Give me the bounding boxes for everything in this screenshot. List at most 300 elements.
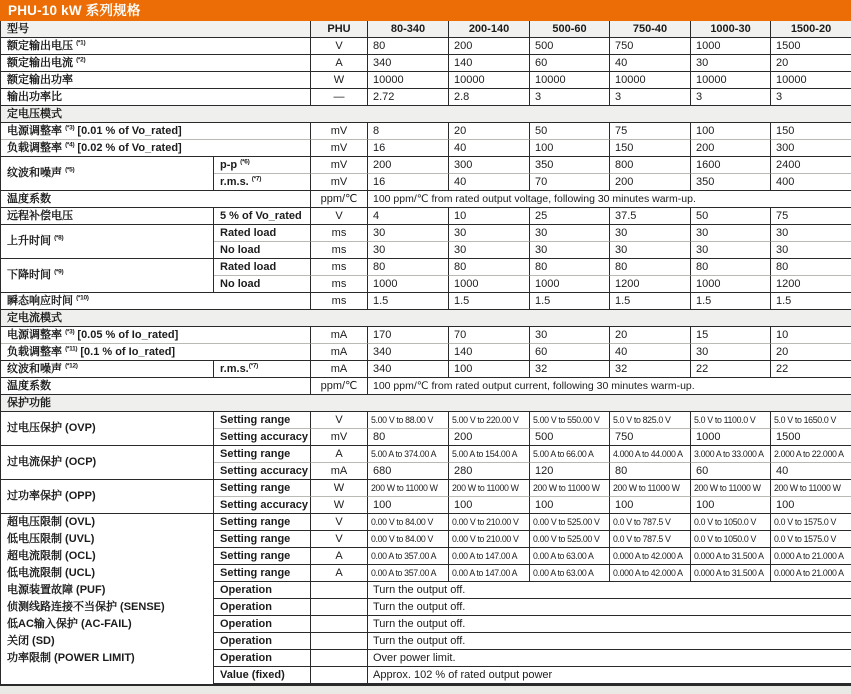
footnote-marker: (*9)	[54, 268, 64, 276]
spec-value-cell: 75	[610, 123, 691, 140]
table-row	[1, 310, 851, 327]
table-row	[1, 650, 851, 667]
spec-value-cell: 1000	[449, 276, 530, 293]
table-row	[1, 106, 851, 123]
spec-unit-cell: mA	[311, 327, 368, 344]
footnote-marker: (*12)	[65, 361, 78, 369]
spec-value-cell: 1000	[530, 276, 610, 293]
spec-value-cell: 5.0 V to 1650.0 V	[771, 412, 851, 429]
table-row	[1, 480, 851, 497]
spec-value-cell: 100	[368, 497, 449, 514]
spec-value-cell: 340	[368, 344, 449, 361]
table-row	[1, 395, 851, 412]
spec-value-cell: 340	[368, 55, 449, 72]
spec-row-label: 电源装置故障 (PUF)	[1, 582, 214, 599]
spec-value-cell: 10000	[771, 72, 851, 89]
spec-unit-cell: mV	[311, 157, 368, 174]
spec-value-cell: 0.00 A to 357.00 A	[368, 565, 449, 582]
spec-value-cell: 16	[368, 140, 449, 157]
table-row	[1, 157, 851, 174]
spec-value-cell: 80	[771, 259, 851, 276]
spec-sub-label: r.m.s.$^{(*7)}$	[214, 361, 311, 378]
spec-value-cell: 30	[771, 225, 851, 242]
spec-value-cell: 50	[691, 208, 771, 225]
table-row	[1, 633, 851, 650]
spec-row-label: 负载调整率 $^{(*4)}$ [0.02 % of Vo_rated]	[1, 140, 311, 157]
spec-unit-cell: ms	[311, 242, 368, 259]
spec-sub-label: Setting range	[214, 412, 311, 429]
spec-value-cell: 30	[610, 225, 691, 242]
table-row	[1, 123, 851, 140]
spec-value-cell: 200	[449, 38, 530, 55]
spec-row-label: 额定输出电流 $^{(*2)}$	[1, 55, 311, 72]
spec-value-cell: 40	[610, 344, 691, 361]
spec-row-label: 额定输出电压 $^{(*1)}$	[1, 38, 311, 55]
table-row	[1, 582, 851, 599]
spec-value-cell: 1.5	[610, 293, 691, 310]
spec-value-cell: 30	[691, 225, 771, 242]
spec-unit-cell: V	[311, 531, 368, 548]
spec-value-cell: 1.5	[368, 293, 449, 310]
spec-value-cell: 25	[530, 208, 610, 225]
spec-value-cell: 37.5	[610, 208, 691, 225]
spec-value-cell: 5.00 V to 550.00 V	[530, 412, 610, 429]
model-column-header: 1500-20	[771, 21, 851, 38]
spec-value-cell: 5.00 V to 88.00 V	[368, 412, 449, 429]
spec-sub-label: Setting accuracy	[214, 429, 311, 446]
spec-unit-cell	[311, 582, 368, 599]
spec-value-cell: 80	[610, 259, 691, 276]
footnote-marker: (*8)	[54, 234, 64, 242]
spec-value-cell: 750	[610, 38, 691, 55]
spec-value-cell: 200 W to 11000 W	[449, 480, 530, 497]
table-row	[1, 225, 851, 242]
model-column-header: 1000-30	[691, 21, 771, 38]
spec-value-cell: 100 ppm/℃ from rated output current, following 30 minutes warm-up.	[368, 378, 851, 395]
spec-row-label: 额定输出功率	[1, 72, 311, 89]
model-column-header: 750-40	[610, 21, 691, 38]
spec-sub-label: Value (fixed)	[214, 667, 311, 684]
spec-value-cell: 300	[771, 140, 851, 157]
spec-value-cell: 30	[691, 55, 771, 72]
table-row	[1, 293, 851, 310]
spec-value-cell: 350	[530, 157, 610, 174]
spec-value-cell: 200 W to 11000 W	[530, 480, 610, 497]
spec-value-cell: 3	[530, 89, 610, 106]
spec-value-cell: 80	[530, 259, 610, 276]
spec-value-cell: 5.00 A to 66.00 A	[530, 446, 610, 463]
table-row	[1, 565, 851, 582]
spec-value-cell: 1600	[691, 157, 771, 174]
spec-value-cell: 20	[771, 55, 851, 72]
spec-unit-cell: ms	[311, 276, 368, 293]
title-bar	[0, 0, 851, 21]
spec-value-cell: 200	[691, 140, 771, 157]
spec-value-cell: 5.0 V to 825.0 V	[610, 412, 691, 429]
table-header-row	[1, 21, 851, 38]
table-row	[1, 531, 851, 548]
spec-value-cell: 3	[691, 89, 771, 106]
section-header: 保护功能	[1, 395, 851, 412]
spec-value-cell: 40	[449, 174, 530, 191]
spec-value-cell: 2.8	[449, 89, 530, 106]
table-row	[1, 514, 851, 531]
spec-row-label: 超电流限制 (OCL)	[1, 548, 214, 565]
spec-sub-label: Operation	[214, 582, 311, 599]
spec-value-cell: 5.00 V to 220.00 V	[449, 412, 530, 429]
spec-value-cell: 0.000 A to 42.000 A	[610, 565, 691, 582]
spec-value-cell: 1.5	[771, 293, 851, 310]
table-row	[1, 38, 851, 55]
spec-value-cell: 200 W to 11000 W	[691, 480, 771, 497]
spec-value-cell: 3	[771, 89, 851, 106]
footnote-marker: (*7)	[251, 174, 262, 182]
spec-value-cell: 30	[368, 242, 449, 259]
spec-value-cell: 200	[449, 429, 530, 446]
spec-sub-label: Operation	[214, 633, 311, 650]
spec-unit-cell: A	[311, 446, 368, 463]
spec-value-cell: 40	[771, 463, 851, 480]
spec-value-cell: 40	[449, 140, 530, 157]
spec-unit-cell: mV	[311, 174, 368, 191]
spec-sub-label: r.m.s. $^{(*7)}$	[214, 174, 311, 191]
model-column-header: PHU	[311, 21, 368, 38]
spec-value-cell: 32	[610, 361, 691, 378]
spec-unit-cell	[311, 616, 368, 633]
footnote-marker: (*5)	[65, 166, 75, 174]
spec-value-cell: Turn the output off.	[368, 633, 851, 650]
spec-unit-cell: V	[311, 514, 368, 531]
spec-row-label: 过功率保护 (OPP)	[1, 480, 214, 514]
spec-value-cell: 1200	[610, 276, 691, 293]
spec-value-cell: 400	[771, 174, 851, 191]
section-header: 定电流模式	[1, 310, 851, 327]
spec-unit-cell: ms	[311, 259, 368, 276]
spec-sub-label: Setting range	[214, 514, 311, 531]
table-row	[1, 412, 851, 429]
spec-sub-label: Setting range	[214, 565, 311, 582]
spec-value-cell: 5.0 V to 1100.0 V	[691, 412, 771, 429]
spec-value-cell: 30	[771, 242, 851, 259]
spec-value-cell: 140	[449, 344, 530, 361]
model-column-header: 型号	[1, 21, 311, 38]
spec-row-label: 温度系数	[1, 378, 311, 395]
section-header: 定电压模式	[1, 106, 851, 123]
table-row	[1, 191, 851, 208]
spec-row-label: 电源调整率 $^{(*3)}$ [0.01 % of Vo_rated]	[1, 123, 311, 140]
spec-value-cell: Turn the output off.	[368, 616, 851, 633]
spec-unit-cell	[311, 599, 368, 616]
table-row	[1, 208, 851, 225]
table-row	[1, 599, 851, 616]
spec-sub-label: p-p $^{(*6)}$	[214, 157, 311, 174]
spec-sub-label: Setting range	[214, 548, 311, 565]
footnote-marker: (*3)	[65, 123, 75, 131]
spec-value-cell: 3	[610, 89, 691, 106]
spec-value-cell: 0.00 A to 147.00 A	[449, 548, 530, 565]
spec-unit-cell: A	[311, 548, 368, 565]
spec-unit-cell: mA	[311, 463, 368, 480]
spec-value-cell: 3.000 A to 33.000 A	[691, 446, 771, 463]
model-column-header: 500-60	[530, 21, 610, 38]
spec-value-cell: 0.00 A to 63.00 A	[530, 548, 610, 565]
spec-value-cell: 0.0 V to 1575.0 V	[771, 531, 851, 548]
spec-value-cell: Turn the output off.	[368, 599, 851, 616]
spec-value-cell: 140	[449, 55, 530, 72]
spec-value-cell: 200 W to 11000 W	[610, 480, 691, 497]
model-column-header: 80-340	[368, 21, 449, 38]
spec-value-cell: Turn the output off.	[368, 582, 851, 599]
spec-value-cell: 30	[530, 327, 610, 344]
spec-sub-label: Setting range	[214, 480, 311, 497]
spec-value-cell: 500	[530, 38, 610, 55]
spec-row-label: 过电流保护 (OCP)	[1, 446, 214, 480]
spec-sub-label: Operation	[214, 599, 311, 616]
table-row	[1, 548, 851, 565]
spec-value-cell: 350	[691, 174, 771, 191]
spec-value-cell: 5.00 A to 374.00 A	[368, 446, 449, 463]
spec-value-cell: 30	[691, 344, 771, 361]
spec-value-cell: 0.0 V to 787.5 V	[610, 531, 691, 548]
spec-value-cell: 100	[771, 497, 851, 514]
spec-value-cell: 60	[530, 55, 610, 72]
spec-value-cell: 5.00 A to 154.00 A	[449, 446, 530, 463]
spec-value-cell: 0.000 A to 21.000 A	[771, 548, 851, 565]
spec-value-cell: 30	[368, 225, 449, 242]
spec-value-cell: 40	[610, 55, 691, 72]
spec-value-cell: 1500	[771, 429, 851, 446]
spec-value-cell: 10000	[691, 72, 771, 89]
spec-sub-label: No load	[214, 276, 311, 293]
spec-value-cell: 80	[368, 38, 449, 55]
spec-value-cell: 100	[449, 497, 530, 514]
page-title: PHU-10 kW 系列规格	[8, 3, 141, 18]
footnote-marker: (*4)	[65, 140, 75, 148]
spec-value-cell: 1000	[691, 429, 771, 446]
spec-value-cell: 1.5	[449, 293, 530, 310]
spec-value-cell: 800	[610, 157, 691, 174]
spec-value-cell: 60	[691, 463, 771, 480]
spec-sub-label: Rated load	[214, 225, 311, 242]
spec-value-cell: 200 W to 11000 W	[368, 480, 449, 497]
spec-value-cell: 80	[449, 259, 530, 276]
spec-row-label: 侦测线路连接不当保护 (SENSE)	[1, 599, 214, 616]
spec-unit-cell: V	[311, 38, 368, 55]
spec-value-cell: 200 W to 11000 W	[771, 480, 851, 497]
footnote-marker: (*1)	[76, 38, 86, 46]
table-row	[1, 327, 851, 344]
spec-value-cell: 0.000 A to 42.000 A	[610, 548, 691, 565]
footnote-marker: (*2)	[76, 55, 86, 63]
spec-sub-label: Rated load	[214, 259, 311, 276]
spec-value-cell: 200	[610, 174, 691, 191]
spec-unit-cell: ppm/℃	[311, 191, 368, 208]
spec-value-cell: Approx. 102 % of rated output power	[368, 667, 851, 684]
spec-unit-cell: ppm/℃	[311, 378, 368, 395]
spec-value-cell: 0.00 A to 147.00 A	[449, 565, 530, 582]
spec-unit-cell: V	[311, 412, 368, 429]
spec-value-cell: 0.00 V to 84.00 V	[368, 514, 449, 531]
spec-row-label: 低AC输入保护 (AC-FAIL)	[1, 616, 214, 633]
table-row	[1, 378, 851, 395]
spec-value-cell: 280	[449, 463, 530, 480]
spec-value-cell: 80	[368, 429, 449, 446]
spec-value-cell: 1.5	[691, 293, 771, 310]
spec-value-cell: 80	[691, 259, 771, 276]
spec-value-cell: 0.00 A to 357.00 A	[368, 548, 449, 565]
spec-row-label: 纹波和噪声 $^{(*12)}$	[1, 361, 214, 378]
spec-value-cell: 30	[691, 242, 771, 259]
spec-value-cell: 30	[449, 225, 530, 242]
spec-value-cell: 750	[610, 429, 691, 446]
spec-row-label: 负载调整率 $^{(*11)}$ [0.1 % of Io_rated]	[1, 344, 311, 361]
spec-unit-cell: mA	[311, 344, 368, 361]
spec-value-cell: 170	[368, 327, 449, 344]
spec-sub-label: Setting accuracy	[214, 497, 311, 514]
spec-value-cell: 80	[368, 259, 449, 276]
spec-value-cell: 22	[771, 361, 851, 378]
table-row	[1, 361, 851, 378]
spec-value-cell: 0.0 V to 787.5 V	[610, 514, 691, 531]
spec-row-label: 低电压限制 (UVL)	[1, 531, 214, 548]
spec-value-cell: 50	[530, 123, 610, 140]
spec-value-cell: 1500	[771, 38, 851, 55]
spec-value-cell: 500	[530, 429, 610, 446]
footnote-marker: (*10)	[76, 293, 89, 301]
spec-sub-label: Setting range	[214, 531, 311, 548]
spec-sub-label: Operation	[214, 616, 311, 633]
spec-value-cell: 2.72	[368, 89, 449, 106]
spec-row-label: 纹波和噪声 $^{(*5)}$	[1, 157, 214, 191]
spec-sub-label: Setting range	[214, 446, 311, 463]
spec-value-cell: 70	[530, 174, 610, 191]
spec-value-cell: 1000	[368, 276, 449, 293]
spec-value-cell: 22	[691, 361, 771, 378]
spec-unit-cell: W	[311, 72, 368, 89]
spec-value-cell: 100	[610, 497, 691, 514]
spec-row-label: 瞬态响应时间 $^{(*10)}$	[1, 293, 311, 310]
spec-value-cell: 1.5	[530, 293, 610, 310]
spec-row-label: 下降时间 $^{(*9)}$	[1, 259, 214, 293]
spec-value-cell: 100	[530, 497, 610, 514]
spec-value-cell: 8	[368, 123, 449, 140]
spec-value-cell: 1000	[691, 276, 771, 293]
spec-value-cell: 30	[449, 242, 530, 259]
spec-value-cell: 70	[449, 327, 530, 344]
spec-unit-cell: V	[311, 208, 368, 225]
spec-value-cell: 30	[610, 242, 691, 259]
spec-value-cell: 0.00 V to 525.00 V	[530, 531, 610, 548]
spec-value-cell: 20	[449, 123, 530, 140]
spec-value-cell: 100	[691, 123, 771, 140]
spec-sub-label: No load	[214, 242, 311, 259]
spec-row-label: 电源调整率 $^{(*3)}$ [0.05 % of Io_rated]	[1, 327, 311, 344]
spec-value-cell: 0.0 V to 1050.0 V	[691, 514, 771, 531]
spec-value-cell: 32	[530, 361, 610, 378]
spec-value-cell: 75	[771, 208, 851, 225]
spec-unit-cell	[311, 650, 368, 667]
spec-sub-label: Setting accuracy	[214, 463, 311, 480]
spec-unit-cell: mA	[311, 361, 368, 378]
spec-unit-cell: ms	[311, 293, 368, 310]
spec-value-cell: 1000	[691, 38, 771, 55]
spec-value-cell: 0.0 V to 1575.0 V	[771, 514, 851, 531]
spec-unit-cell: —	[311, 89, 368, 106]
spec-value-cell: 20	[771, 344, 851, 361]
footnote-marker: (*11)	[65, 344, 78, 352]
spec-value-cell: 30	[530, 225, 610, 242]
spec-value-cell: 200	[368, 157, 449, 174]
spec-value-cell: 0.00 V to 84.00 V	[368, 531, 449, 548]
spec-value-cell: 150	[771, 123, 851, 140]
table-row	[1, 616, 851, 633]
table-row	[1, 259, 851, 276]
table-row	[1, 667, 851, 684]
spec-value-cell: 0.00 V to 210.00 V	[449, 531, 530, 548]
spec-unit-cell: A	[311, 55, 368, 72]
spec-value-cell: 10000	[449, 72, 530, 89]
spec-unit-cell	[311, 633, 368, 650]
footnote-marker: (*3)	[65, 327, 75, 335]
spec-row-label: 超电压限制 (OVL)	[1, 514, 214, 531]
spec-value-cell: 100	[530, 140, 610, 157]
spec-value-cell: 2.000 A to 22.000 A	[771, 446, 851, 463]
spec-unit-cell: W	[311, 497, 368, 514]
spec-value-cell: 0.00 A to 63.00 A	[530, 565, 610, 582]
table-row	[1, 55, 851, 72]
spec-value-cell: 10000	[530, 72, 610, 89]
footnote-marker: (*6)	[240, 157, 250, 165]
spec-value-cell: Over power limit.	[368, 650, 851, 667]
spec-unit-cell: ms	[311, 225, 368, 242]
spec-row-label: 功率限制 (POWER LIMIT)	[1, 650, 214, 667]
spec-value-cell: 16	[368, 174, 449, 191]
table-row	[1, 446, 851, 463]
spec-value-cell: 100	[691, 497, 771, 514]
spec-unit-cell: mV	[311, 140, 368, 157]
spec-row-label: 上升时间 $^{(*8)}$	[1, 225, 214, 259]
spec-value-cell: 100 ppm/℃ from rated output voltage, following 30 minutes warm-up.	[368, 191, 851, 208]
spec-row-label: 低电流限制 (UCL)	[1, 565, 214, 582]
spec-row-label: 关闭 (SD)	[1, 633, 214, 650]
table-row	[1, 72, 851, 89]
spec-value-cell: 680	[368, 463, 449, 480]
spec-value-cell: 1200	[771, 276, 851, 293]
spec-sub-label: 5 % of Vo_rated	[214, 208, 311, 225]
spec-table	[0, 21, 851, 686]
spec-unit-cell	[311, 667, 368, 684]
spec-unit-cell: A	[311, 565, 368, 582]
spec-value-cell: 10	[449, 208, 530, 225]
spec-value-cell: 15	[691, 327, 771, 344]
spec-value-cell: 4.000 A to 44.000 A	[610, 446, 691, 463]
table-row	[1, 344, 851, 361]
spec-value-cell: 10	[771, 327, 851, 344]
spec-value-cell: 20	[610, 327, 691, 344]
spec-value-cell: 30	[530, 242, 610, 259]
spec-row-label: 远程补偿电压	[1, 208, 214, 225]
spec-row-label: 过电压保护 (OVP)	[1, 412, 214, 446]
spec-unit-cell: mV	[311, 123, 368, 140]
spec-value-cell: 10000	[368, 72, 449, 89]
spec-value-cell: 150	[610, 140, 691, 157]
spec-sub-label: Operation	[214, 650, 311, 667]
spec-value-cell: 120	[530, 463, 610, 480]
spec-value-cell: 340	[368, 361, 449, 378]
spec-value-cell: 0.00 V to 525.00 V	[530, 514, 610, 531]
spec-value-cell: 0.000 A to 21.000 A	[771, 565, 851, 582]
spec-value-cell: 300	[449, 157, 530, 174]
